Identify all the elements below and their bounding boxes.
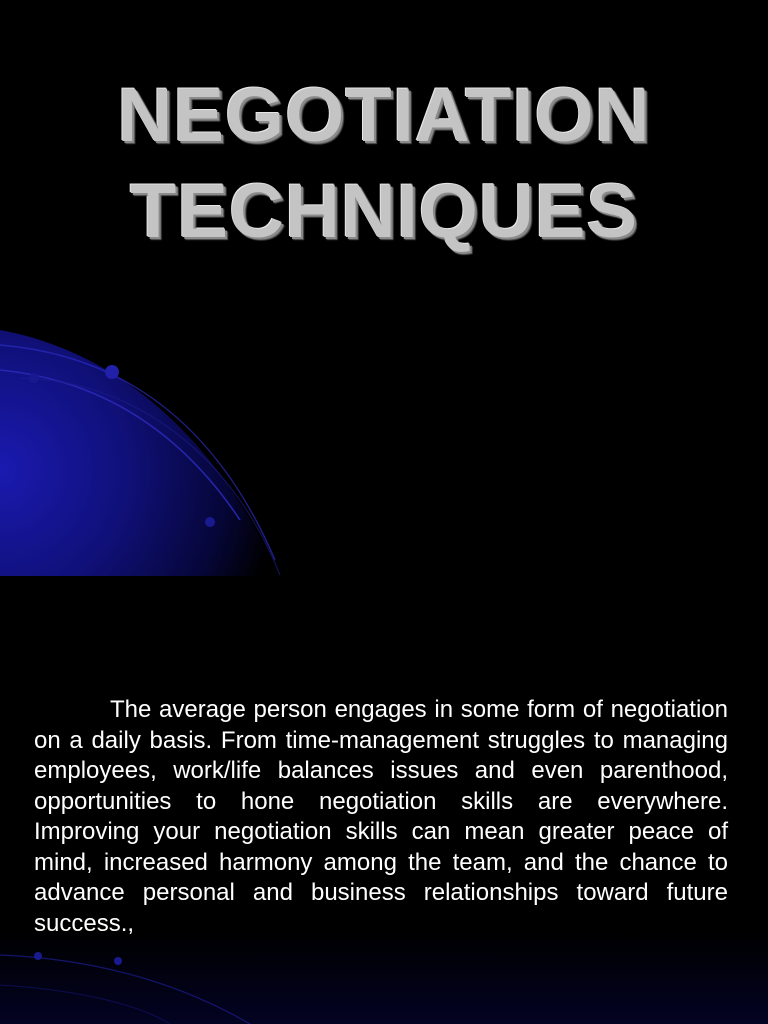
bottom-fade [0,930,768,1024]
arc-dot [34,952,42,960]
slide-title [0,68,768,260]
title-line-2: TECHNIQUES [129,169,639,254]
blue-glow-shape [0,330,278,576]
arc-dot [205,517,215,527]
arc-dot [105,365,119,379]
arc-dot [114,957,122,965]
title-line-1: NEGOTIATION [117,73,651,158]
body-paragraph: The average person engages in some form of negotiation on a daily basis. From time-management struggles to managing employees, work/life balances issues and even parenthood, opportunities to hone negotiation skills are everywhere. Improving your negotiation skills can mean greater peace of mind, increased harmony among the team, and the chance to advance personal and business relationships toward future success., [34,696,728,937]
arc-dot [29,373,39,383]
